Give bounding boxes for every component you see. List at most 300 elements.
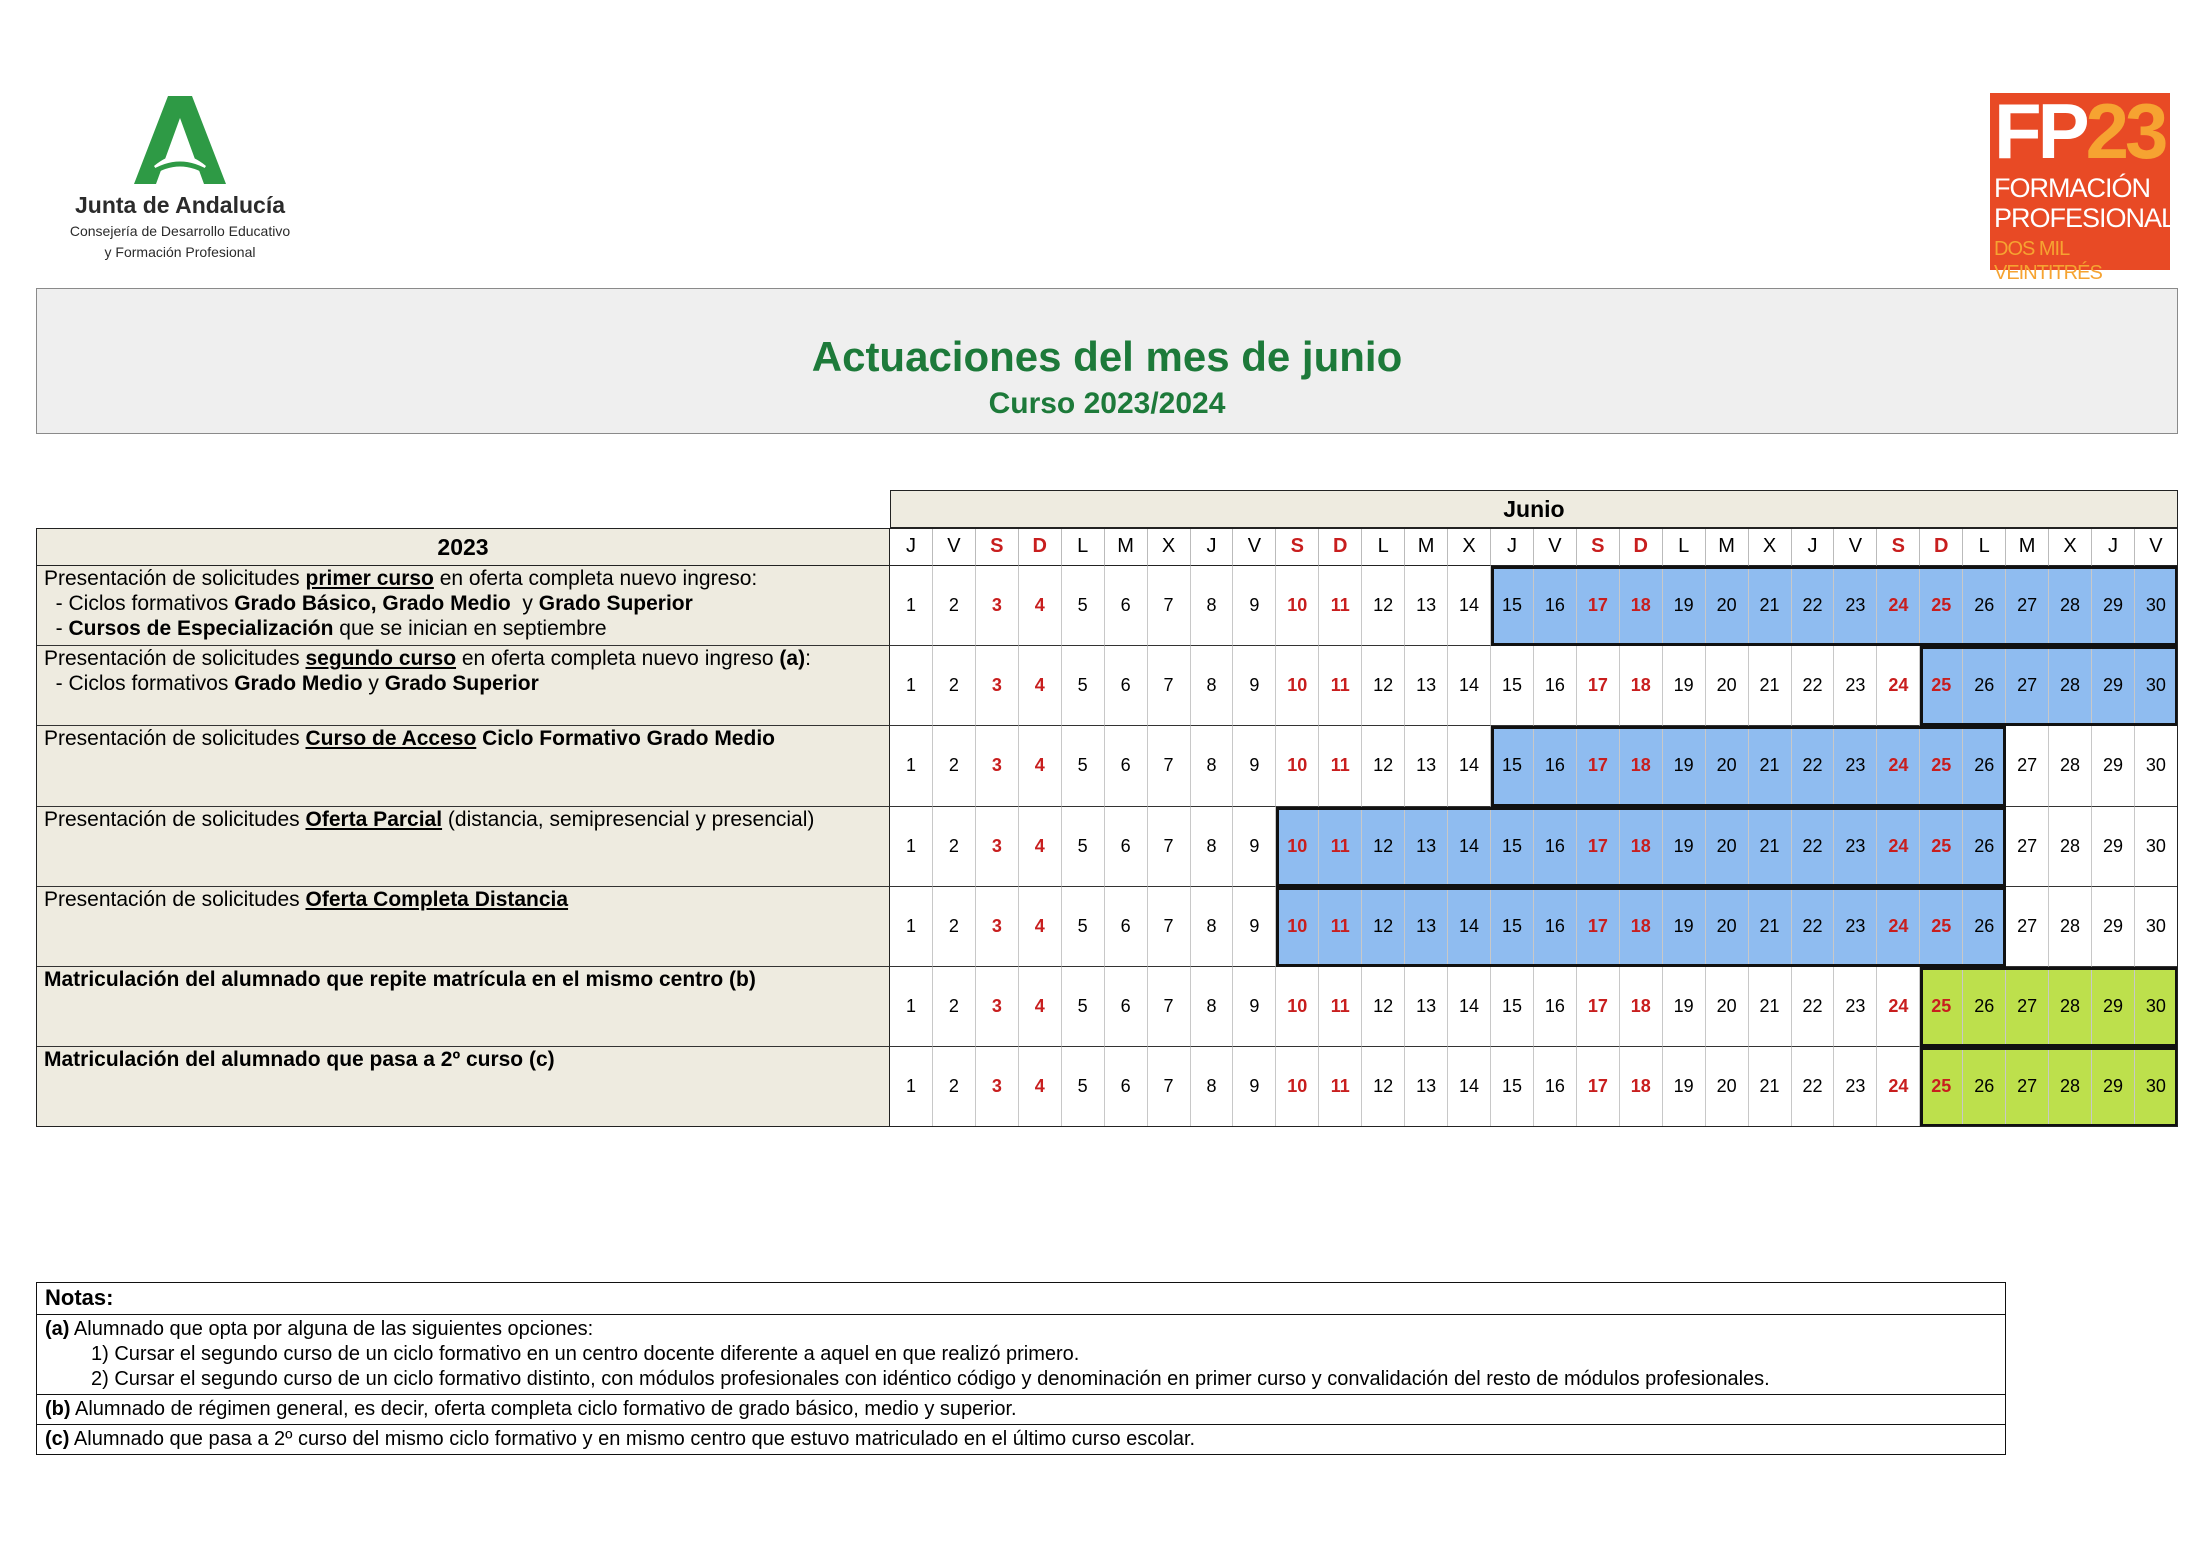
day-cell: 28	[2049, 967, 2092, 1047]
activity-label-segment: segundo curso	[305, 647, 457, 671]
day-cell: 30	[2135, 967, 2178, 1047]
day-cell: 21	[1749, 887, 1792, 967]
page-title: Actuaciones del mes de junio	[811, 333, 1403, 380]
note-a-text: Alumnado que opta por alguna de las siguientes opciones:	[69, 1318, 594, 1340]
day-cell: 15	[1491, 1047, 1534, 1127]
day-cell: 17	[1577, 726, 1620, 806]
day-cell: 5	[1062, 566, 1105, 646]
weekday-header: X	[1749, 528, 1792, 566]
day-cell: 29	[2092, 1047, 2135, 1127]
day-cell: 27	[2006, 1047, 2049, 1127]
activity-label-segment: Presentación de solicitudes	[44, 567, 306, 590]
day-cell: 27	[2006, 807, 2049, 887]
day-cell: 14	[1448, 887, 1491, 967]
activity-label-segment: - Ciclos formativos	[44, 672, 235, 696]
weekday-header: J	[1792, 528, 1835, 566]
activity-label-segment: que se inician en septiembre	[333, 617, 607, 640]
fp23-line3: DOS MIL VEINTITRÉS	[1994, 238, 2102, 284]
day-cell: 11	[1319, 646, 1362, 726]
day-cell: 12	[1362, 887, 1405, 967]
weekday-header: J	[2092, 528, 2135, 566]
day-cell: 20	[1706, 726, 1749, 806]
weekday-header: X	[2049, 528, 2092, 566]
weekday-header: M	[2006, 528, 2049, 566]
junta-consejeria-line2: y Formación Profesional	[104, 244, 256, 260]
day-cell: 5	[1062, 967, 1105, 1047]
weekday-header: J	[1191, 528, 1234, 566]
day-cell: 14	[1448, 646, 1491, 726]
day-cell: 12	[1362, 967, 1405, 1047]
day-cell: 12	[1362, 807, 1405, 887]
day-cell: 1	[890, 967, 933, 1047]
day-cell: 2	[933, 967, 976, 1047]
note-b-tag: (b)	[45, 1398, 71, 1420]
day-cell: 17	[1577, 967, 1620, 1047]
day-cell: 15	[1491, 566, 1534, 646]
weekday-header: J	[1491, 528, 1534, 566]
day-cell: 20	[1706, 967, 1749, 1047]
fp23-line1: FORMACIÓN	[1994, 173, 2150, 203]
activity-label-segment: Matriculación del alumnado que pasa a 2º curso (c)	[44, 1048, 555, 1072]
activity-label-segment: Oferta Parcial	[305, 807, 443, 831]
activity-label-segment: en oferta completa nuevo ingreso	[456, 647, 780, 671]
weekday-header: V	[1534, 528, 1577, 566]
day-cell: 25	[1920, 887, 1963, 967]
day-cell: 2	[933, 1047, 976, 1127]
day-cell: 21	[1749, 566, 1792, 646]
day-cell: 14	[1448, 807, 1491, 887]
day-cell: 29	[2092, 726, 2135, 806]
day-cell: 26	[1963, 1047, 2006, 1127]
day-cell: 23	[1834, 967, 1877, 1047]
activity-label-segment: Grado Superior	[538, 592, 693, 615]
day-cell: 22	[1792, 887, 1835, 967]
day-cell: 19	[1663, 646, 1706, 726]
day-cell: 9	[1233, 1047, 1276, 1127]
day-cell: 18	[1620, 807, 1663, 887]
day-cell: 14	[1448, 566, 1491, 646]
day-cell: 2	[933, 726, 976, 806]
day-cell: 22	[1792, 1047, 1835, 1127]
day-cell: 9	[1233, 726, 1276, 806]
day-cell: 4	[1019, 967, 1062, 1047]
fp23-logo	[1990, 87, 2176, 284]
activity-label-segment: en oferta completa nuevo ingreso:	[433, 567, 758, 590]
weekday-header: D	[1019, 528, 1062, 566]
day-cell: 19	[1663, 807, 1706, 887]
day-cell: 22	[1792, 726, 1835, 806]
day-cell: 7	[1148, 566, 1191, 646]
note-a-option2: 2) Cursar el segundo curso de un ciclo formativo distinto, con módulos profesionales con idéntico código y denominación en primer curso y convalidación del resto de módulos profesionales.	[91, 1368, 1770, 1390]
day-cell: 1	[890, 646, 933, 726]
activity-label-segment: Presentación de solicitudes	[44, 647, 306, 671]
day-cell: 14	[1448, 1047, 1491, 1127]
junta-name: Junta de Andalucía	[74, 192, 286, 218]
day-cell: 22	[1792, 967, 1835, 1047]
day-cell: 24	[1877, 566, 1920, 646]
fp23-number: 23	[2085, 87, 2165, 175]
weekday-header: V	[2135, 528, 2178, 566]
day-cell: 8	[1191, 726, 1234, 806]
weekday-header: S	[976, 528, 1019, 566]
day-cell: 18	[1620, 967, 1663, 1047]
activity-label-segment: Matriculación del alumnado que repite matrícula en el mismo centro (b)	[44, 968, 756, 991]
notes-box	[36, 1282, 2006, 1455]
fp23-mark	[1994, 87, 2164, 175]
weekday-header: M	[1105, 528, 1148, 566]
day-cell: 13	[1405, 1047, 1448, 1127]
day-cell: 30	[2135, 646, 2178, 726]
day-cell: 8	[1191, 967, 1234, 1047]
activity-label	[36, 1047, 890, 1127]
day-cell: 3	[976, 1047, 1019, 1127]
day-cell: 11	[1319, 967, 1362, 1047]
day-cell: 29	[2092, 807, 2135, 887]
day-cell: 25	[1920, 646, 1963, 726]
day-cell: 15	[1491, 646, 1534, 726]
day-cell: 18	[1620, 646, 1663, 726]
day-cell: 6	[1105, 967, 1148, 1047]
weekday-header: D	[1319, 528, 1362, 566]
day-cell: 15	[1491, 807, 1534, 887]
day-cell: 9	[1233, 807, 1276, 887]
day-cell: 27	[2006, 646, 2049, 726]
note-c-text: Alumnado que pasa a 2º curso del mismo ciclo formativo y en mismo centro que estuvo matriculado en el último curso escolar.	[69, 1428, 1196, 1450]
day-cell: 23	[1834, 887, 1877, 967]
day-cell: 16	[1534, 887, 1577, 967]
day-cell: 28	[2049, 566, 2092, 646]
day-cell: 26	[1963, 807, 2006, 887]
day-cell: 3	[976, 807, 1019, 887]
day-cell: 17	[1577, 646, 1620, 726]
day-cell: 5	[1062, 646, 1105, 726]
day-cell: 9	[1233, 887, 1276, 967]
day-cell: 28	[2049, 726, 2092, 806]
day-cell: 8	[1191, 887, 1234, 967]
activity-label-segment: primer curso	[305, 567, 434, 590]
weekday-header: L	[1362, 528, 1405, 566]
day-cell: 25	[1920, 566, 1963, 646]
weekday-header: L	[1663, 528, 1706, 566]
day-cell: 30	[2135, 807, 2178, 887]
day-cell: 2	[933, 566, 976, 646]
day-cell: 16	[1534, 646, 1577, 726]
day-cell: 25	[1920, 807, 1963, 887]
activity-label	[36, 967, 890, 1047]
day-cell: 12	[1362, 726, 1405, 806]
activity-label-segment: (a)	[779, 647, 806, 671]
day-cell: 30	[2135, 1047, 2178, 1127]
day-cell: 16	[1534, 807, 1577, 887]
weekday-header: X	[1148, 528, 1191, 566]
day-cell: 19	[1663, 1047, 1706, 1127]
day-cell: 27	[2006, 566, 2049, 646]
activity-label-segment: Grado Superior	[384, 672, 539, 696]
day-cell: 24	[1877, 807, 1920, 887]
day-cell: 30	[2135, 566, 2178, 646]
day-cell: 10	[1276, 566, 1319, 646]
notes-title: Notas:	[45, 1285, 114, 1310]
day-cell: 5	[1062, 726, 1105, 806]
activity-label-segment: Curso de Acceso	[305, 727, 477, 751]
day-cell: 23	[1834, 566, 1877, 646]
day-cell: 7	[1148, 1047, 1191, 1127]
activity-label-segment: Presentación de solicitudes	[44, 887, 306, 911]
day-cell: 18	[1620, 566, 1663, 646]
weekday-header: V	[933, 528, 976, 566]
day-cell: 24	[1877, 646, 1920, 726]
activity-label-segment: Presentación de solicitudes	[44, 727, 306, 751]
day-cell: 1	[890, 887, 933, 967]
day-cell: 21	[1749, 807, 1792, 887]
day-cell: 13	[1405, 726, 1448, 806]
year-header: 2023	[36, 528, 890, 566]
day-cell: 1	[890, 807, 933, 887]
activity-label-line	[44, 646, 811, 671]
day-cell: 11	[1319, 566, 1362, 646]
day-cell: 25	[1920, 1047, 1963, 1127]
activity-label	[36, 566, 890, 646]
note-a	[37, 1315, 2005, 1395]
day-cell: 21	[1749, 967, 1792, 1047]
day-cell: 6	[1105, 887, 1148, 967]
day-cell: 20	[1706, 887, 1749, 967]
day-cell: 25	[1920, 726, 1963, 806]
calendar-table	[36, 490, 2178, 1127]
day-cell: 17	[1577, 887, 1620, 967]
day-cell: 3	[976, 887, 1019, 967]
activity-label	[36, 646, 890, 726]
day-cell: 16	[1534, 726, 1577, 806]
day-cell: 29	[2092, 646, 2135, 726]
day-cell: 5	[1062, 1047, 1105, 1127]
note-c-tag: (c)	[45, 1428, 70, 1450]
day-cell: 21	[1749, 726, 1792, 806]
activity-label-line	[44, 967, 756, 992]
day-cell: 17	[1577, 1047, 1620, 1127]
weekday-header: M	[1405, 528, 1448, 566]
activity-label-segment: y	[510, 592, 539, 615]
day-cell: 10	[1276, 726, 1319, 806]
day-cell: 23	[1834, 726, 1877, 806]
day-cell: 4	[1019, 1047, 1062, 1127]
day-cell: 1	[890, 726, 933, 806]
day-cell: 27	[2006, 887, 2049, 967]
weekday-header: J	[890, 528, 933, 566]
day-cell: 5	[1062, 807, 1105, 887]
note-a-option1: 1) Cursar el segundo curso de un ciclo formativo en un centro docente diferente a aquel en que realizó primero.	[91, 1343, 1080, 1365]
note-b	[37, 1395, 2005, 1425]
day-cell: 29	[2092, 566, 2135, 646]
day-cell: 21	[1749, 646, 1792, 726]
day-cell: 18	[1620, 887, 1663, 967]
day-cell: 27	[2006, 726, 2049, 806]
day-cell: 11	[1319, 887, 1362, 967]
activity-label-line	[44, 1047, 555, 1072]
activity-label-segment: Oferta Completa Distancia	[305, 887, 569, 911]
day-cell: 3	[976, 566, 1019, 646]
day-cell: 6	[1105, 726, 1148, 806]
day-cell: 11	[1319, 807, 1362, 887]
day-cell: 2	[933, 807, 976, 887]
junta-andalucia-logo	[60, 96, 300, 261]
day-cell: 2	[933, 646, 976, 726]
weekday-header: S	[1577, 528, 1620, 566]
weekday-header: S	[1276, 528, 1319, 566]
note-c	[37, 1425, 2005, 1454]
day-cell: 2	[933, 887, 976, 967]
day-cell: 22	[1792, 646, 1835, 726]
day-cell: 11	[1319, 726, 1362, 806]
day-cell: 4	[1019, 566, 1062, 646]
day-cell: 6	[1105, 807, 1148, 887]
day-cell: 10	[1276, 887, 1319, 967]
day-cell: 29	[2092, 887, 2135, 967]
day-cell: 20	[1706, 566, 1749, 646]
day-cell: 15	[1491, 967, 1534, 1047]
day-cell: 8	[1191, 807, 1234, 887]
activity-label	[36, 726, 890, 806]
day-cell: 12	[1362, 646, 1405, 726]
day-cell: 9	[1233, 566, 1276, 646]
activity-label-line	[44, 887, 568, 912]
day-cell: 9	[1233, 646, 1276, 726]
day-cell: 27	[2006, 967, 2049, 1047]
day-cell: 13	[1405, 807, 1448, 887]
day-cell: 26	[1963, 967, 2006, 1047]
junta-consejeria-line1: Consejería de Desarrollo Educativo	[69, 223, 291, 239]
day-cell: 4	[1019, 726, 1062, 806]
notes-header	[37, 1283, 2005, 1315]
weekday-header: V	[1233, 528, 1276, 566]
day-cell: 23	[1834, 807, 1877, 887]
day-cell: 28	[2049, 646, 2092, 726]
day-cell: 13	[1405, 887, 1448, 967]
day-cell: 1	[890, 566, 933, 646]
day-cell: 18	[1620, 726, 1663, 806]
day-cell: 29	[2092, 967, 2135, 1047]
day-cell: 10	[1276, 807, 1319, 887]
day-cell: 16	[1534, 1047, 1577, 1127]
day-cell: 14	[1448, 967, 1491, 1047]
activity-label-line	[44, 671, 539, 696]
day-cell: 8	[1191, 646, 1234, 726]
day-cell: 30	[2135, 726, 2178, 806]
day-cell: 30	[2135, 887, 2178, 967]
fp23-line2: PROFESIONAL	[1994, 203, 2176, 233]
activity-label-line	[44, 591, 693, 616]
day-cell: 20	[1706, 646, 1749, 726]
day-cell: 25	[1920, 967, 1963, 1047]
day-cell: 8	[1191, 1047, 1234, 1127]
day-cell: 10	[1276, 646, 1319, 726]
day-cell: 4	[1019, 807, 1062, 887]
day-cell: 19	[1663, 967, 1706, 1047]
weekday-header: X	[1448, 528, 1491, 566]
weekday-header: S	[1877, 528, 1920, 566]
day-cell: 26	[1963, 646, 2006, 726]
day-cell: 4	[1019, 646, 1062, 726]
day-cell: 13	[1405, 967, 1448, 1047]
activity-label-segment: Grado Medio	[234, 672, 363, 696]
day-cell: 17	[1577, 566, 1620, 646]
day-cell: 19	[1663, 726, 1706, 806]
day-cell: 12	[1362, 1047, 1405, 1127]
day-cell: 26	[1963, 566, 2006, 646]
title-box	[36, 288, 2178, 434]
day-cell: 28	[2049, 807, 2092, 887]
day-cell: 3	[976, 967, 1019, 1047]
activity-label	[36, 807, 890, 887]
day-cell: 28	[2049, 1047, 2092, 1127]
activity-label-segment: -	[44, 617, 69, 640]
day-cell: 18	[1620, 1047, 1663, 1127]
activity-label-segment: Cursos de Especialización	[68, 617, 334, 640]
weekday-header: V	[1834, 528, 1877, 566]
activity-label-line	[44, 807, 814, 832]
weekday-header: D	[1620, 528, 1663, 566]
day-cell: 26	[1963, 726, 2006, 806]
fp23-fp: FP	[1994, 87, 2086, 175]
day-cell: 15	[1491, 887, 1534, 967]
day-cell: 7	[1148, 646, 1191, 726]
day-cell: 3	[976, 726, 1019, 806]
day-cell: 16	[1534, 566, 1577, 646]
activity-label-segment: (distancia, semipresencial y presencial)	[442, 807, 815, 831]
weekday-header: M	[1706, 528, 1749, 566]
day-cell: 23	[1834, 646, 1877, 726]
activity-label-line	[44, 726, 775, 751]
note-a-tag: (a)	[45, 1318, 70, 1340]
day-cell: 3	[976, 646, 1019, 726]
junta-emblem-icon	[130, 96, 230, 186]
day-cell: 12	[1362, 566, 1405, 646]
day-cell: 10	[1276, 967, 1319, 1047]
day-cell: 14	[1448, 726, 1491, 806]
day-cell: 13	[1405, 646, 1448, 726]
activity-label-segment: Grado Básico, Grado Medio	[234, 592, 511, 615]
activity-label-segment: y	[362, 672, 385, 696]
activity-label-line	[44, 616, 607, 641]
day-cell: 20	[1706, 1047, 1749, 1127]
day-cell: 26	[1963, 887, 2006, 967]
day-cell: 21	[1749, 1047, 1792, 1127]
day-cell: 16	[1534, 967, 1577, 1047]
day-cell: 19	[1663, 566, 1706, 646]
activity-label-segment: Presentación de solicitudes	[44, 807, 306, 831]
day-cell: 24	[1877, 887, 1920, 967]
day-cell: 15	[1491, 726, 1534, 806]
day-cell: 4	[1019, 887, 1062, 967]
day-cell: 13	[1405, 566, 1448, 646]
month-header: Junio	[890, 490, 2178, 528]
activity-label-line	[44, 566, 757, 591]
day-cell: 24	[1877, 726, 1920, 806]
day-cell: 22	[1792, 807, 1835, 887]
day-cell: 10	[1276, 1047, 1319, 1127]
day-cell: 23	[1834, 1047, 1877, 1127]
activity-label-segment: Ciclo Formativo Grado Medio	[476, 727, 775, 751]
day-cell: 22	[1792, 566, 1835, 646]
day-cell: 6	[1105, 1047, 1148, 1127]
day-cell: 5	[1062, 887, 1105, 967]
day-cell: 8	[1191, 566, 1234, 646]
day-cell: 1	[890, 1047, 933, 1127]
day-cell: 7	[1148, 887, 1191, 967]
day-cell: 11	[1319, 1047, 1362, 1127]
day-cell: 20	[1706, 807, 1749, 887]
day-cell: 24	[1877, 1047, 1920, 1127]
